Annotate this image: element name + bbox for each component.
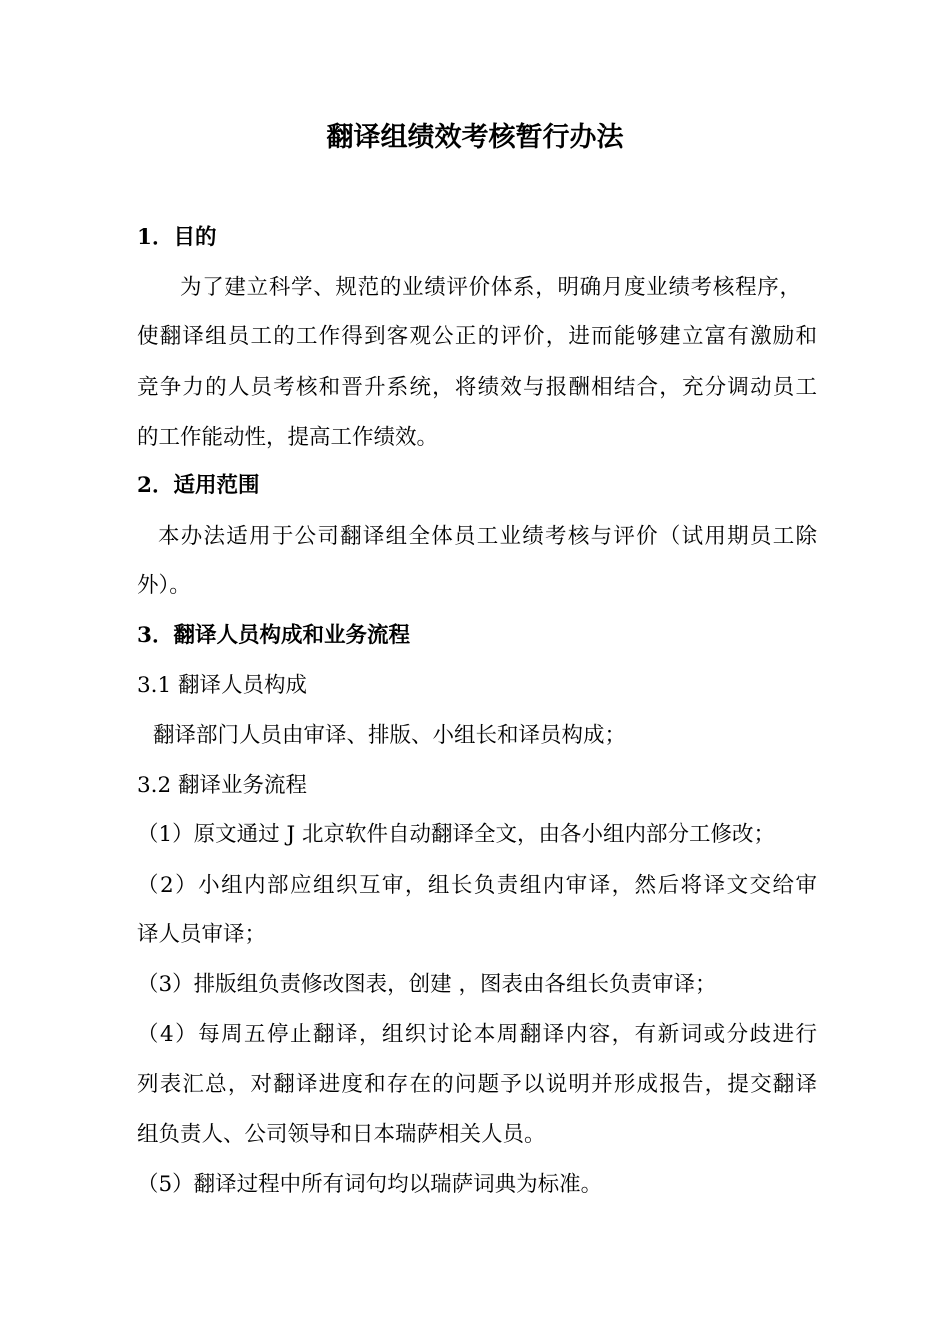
section-3-2-heading: 3.2 翻译业务流程	[137, 773, 308, 798]
section-3-1-text: 翻译部门人员由审译、排版、小组长和译员构成；	[153, 723, 627, 748]
document-title: 翻译组绩效考核暂行办法	[326, 122, 624, 153]
section-1-paragraph-line-1: 为了建立科学、规范的业绩评价体系，明确月度业绩考核程序，	[180, 275, 801, 300]
flow-item-4-line-1: （4）每周五停止翻译，组织讨论本周翻译内容，有新词或分歧进行	[137, 1022, 817, 1047]
section-2-heading: 2．适用范围	[137, 473, 260, 498]
section-1-paragraph-line-4: 的工作能动性，提高工作绩效。	[137, 425, 439, 450]
section-3-1-heading: 3.1 翻译人员构成	[137, 673, 308, 698]
flow-item-4-line-2: 列表汇总，对翻译进度和存在的问题予以说明并形成报告，提交翻译	[137, 1072, 817, 1097]
flow-item-3: （3）排版组负责修改图表，创建 ，图表由各组长负责审译；	[137, 972, 717, 997]
section-1-paragraph-line-2: 使翻译组员工的工作得到客观公正的评价，进而能够建立富有激励和	[137, 324, 817, 349]
section-1-heading: 1．目的	[137, 225, 217, 250]
section-1-paragraph-line-3: 竞争力的人员考核和晋升系统，将绩效与报酬相结合，充分调动员工	[137, 375, 817, 400]
flow-item-2-line-1: （2）小组内部应组织互审，组长负责组内审译，然后将译文交给审	[137, 873, 817, 898]
flow-item-5: （5）翻译过程中所有词句均以瑞萨词典为标准。	[137, 1172, 603, 1197]
section-3-heading: 3．翻译人员构成和业务流程	[137, 623, 410, 648]
section-2-paragraph-line-2: 外）。	[137, 573, 191, 598]
flow-item-2-line-2: 译人员审译；	[137, 922, 267, 947]
section-2-paragraph-line-1: 本办法适用于公司翻译组全体员工业绩考核与评价（试用期员工除	[158, 524, 817, 549]
flow-item-4-line-3: 组负责人、公司领导和日本瑞萨相关人员。	[137, 1122, 546, 1147]
flow-item-1: （1）原文通过 J 北京软件自动翻译全文，由各小组内部分工修改；	[137, 822, 775, 847]
